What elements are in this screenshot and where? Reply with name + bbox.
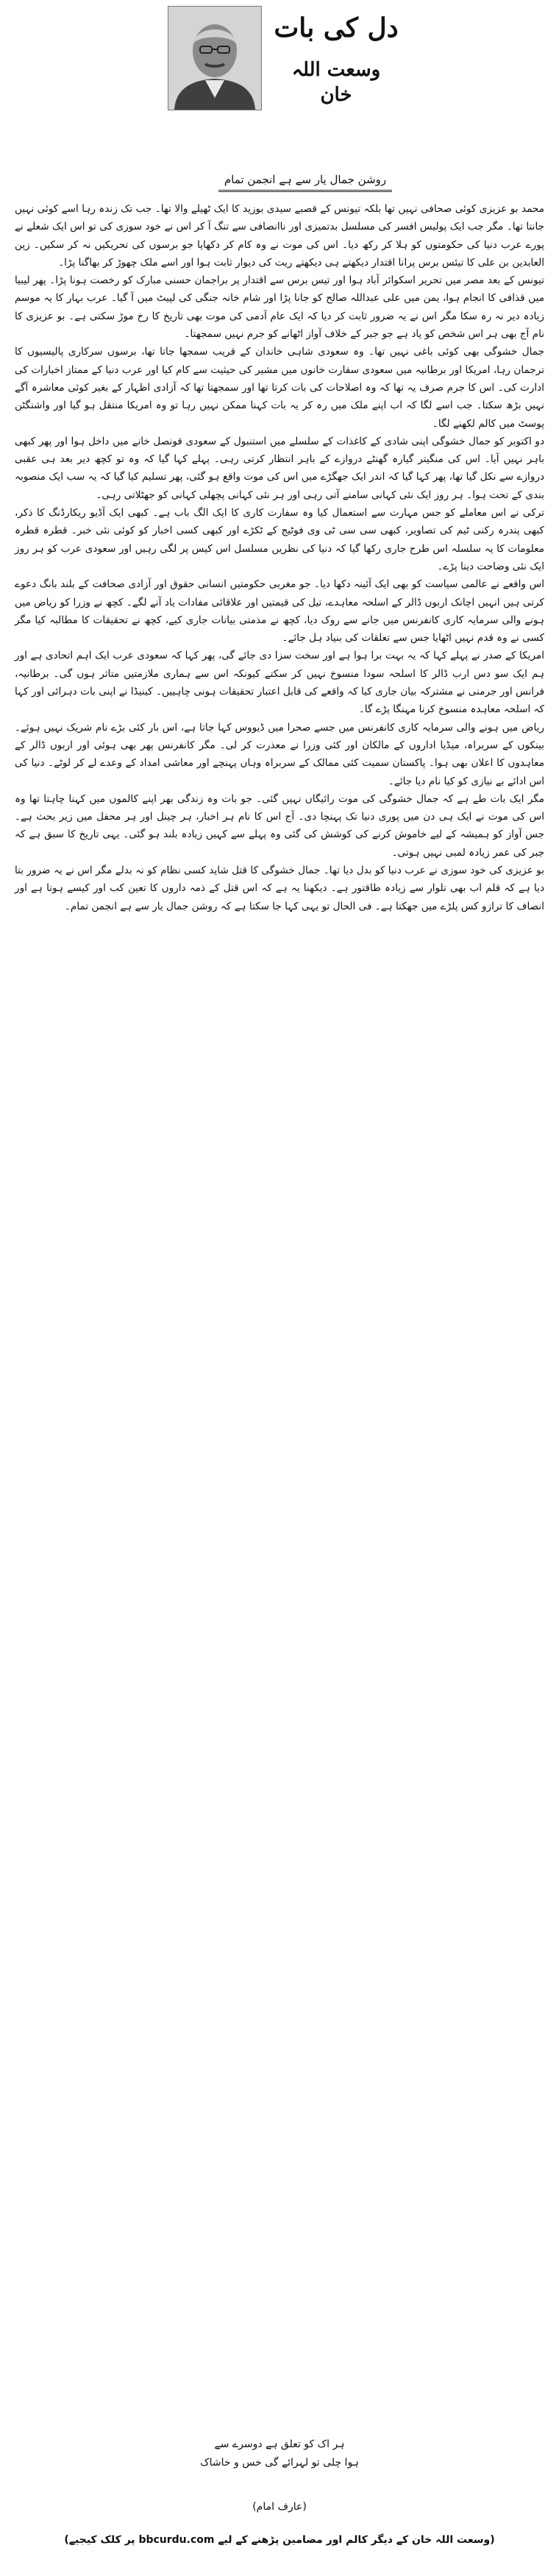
- bbc-urdu-link[interactable]: bbcurdu.com: [138, 2534, 215, 2546]
- footer-note: [15, 2531, 544, 2549]
- footer-text: (وسعت اللہ خان کے دیگر کالم اور مضامین پڑھنے کے لیے: [218, 2534, 495, 2546]
- column-header: [15, 0, 544, 151]
- author-name: وسعت اللہ خان: [291, 59, 381, 106]
- paragraph: ترکی نے اس معاملے کو جس مہارت سے استعمال کیا وہ سفارت کاری کا ایک الگ باب ہے۔ کبھی ایک آڈیو ریکارڈنگ کا ذکر، کبھی پندرہ رکنی ٹیم کی تصاویر، کبھی سی سی ٹی وی فوٹیج کے ٹکڑے اور کبھی کسی اخبار کو کوئی نئی خبر۔ قطرہ قطرہ معلومات کا یہ سلسلہ اس طرح جاری رکھا گیا کہ دنیا کی نظریں مسلسل اس کیس پر لگی رہیں اور سعودی عرب کو ہر روز ایک نئی وضاحت دینا پڑے۔: [15, 507, 544, 572]
- poem-line: ہوا چلی تو لہرائے گی خس و خاشاک: [200, 2457, 359, 2469]
- headline-container: [184, 171, 427, 192]
- column-title: دل کی بات: [274, 13, 399, 43]
- paragraph: اس واقعے نے عالمی سیاست کو بھی ایک آئینہ دکھا دیا۔ جو مغربی حکومتیں انسانی حقوق اور آزادی صحافت کے بلند بانگ دعوے کرتی ہیں انہیں اچانک اربوں ڈالر کے اسلحہ معاہدے، تیل کی قیمتیں اور علاقائی مفادات یاد آنے لگے۔ کچھ نے وزرا کو ریاض میں ہونے والی سرمایہ کاری کانفرنس میں جانے سے روک دیا، کچھ نے مذمتی بیانات جاری کیے، کچھ نے تحقیقات کا مطالبہ کیا مگر کسی نے وہ قدم نہیں اٹھایا جس سے تعلقات کی بنیاد ہل جائے۔: [15, 578, 544, 645]
- article-headline: روشن جمال یار سے ہے انجمن تمام: [218, 171, 392, 192]
- paragraph: محمد بو عزیزی کوئی صحافی نہیں تھا بلکہ تیونس کے قصبے سیدی بوزید کا ایک ٹھیلے والا تھا۔ جب تک زندہ رہا اسے کوئی نہیں جانتا تھا۔ مگر جب ایک پولیس افسر کی مسلسل بدتمیزی اور ناانصافی سے تنگ آ کر اس نے خود سوزی کی تو اس ایک شعلے نے پورے عرب دنیا کی حکومتوں کو ہلا کر رکھ دیا۔ اس کی موت نے وہ کام کر دکھایا جو برسوں کی تحریکیں نہ کر سکیں۔ زین العابدین بن علی کا تیئس برس پرانا اقتدار دیکھتے ہی دیکھتے ریت کی دیوار ثابت ہوا اور اسے ملک چھوڑ کر بھاگنا پڑا۔: [15, 203, 544, 269]
- paragraph: امریکا کے صدر نے پہلے کہا کہ یہ بہت برا ہوا ہے اور سخت سزا دی جائے گی، پھر کہا کہ سعودی عرب ایک اہم اتحادی ہے اور ہم ایک سو دس ارب ڈالر کا اسلحہ سودا منسوخ نہیں کر سکتے کیونکہ اس سے ہماری ملازمتیں متاثر ہوں گی۔ برطانیہ، فرانس اور جرمنی نے مشترکہ بیان جاری کیا کہ واقعے کی قابل اعتبار تحقیقات ہونی چاہییں۔ کینیڈا نے اپنی بات دہرائی اور کہا کہ اسلحہ معاہدہ منسوخ کرنا مہنگا پڑے گا۔: [15, 650, 544, 716]
- paragraph: دو اکتوبر کو جمال خشوگی اپنی شادی کے کاغذات کے سلسلے میں استنبول کے سعودی قونصل خانے میں داخل ہوا اور پھر کبھی باہر نہیں آیا۔ اس کی منگیتر گیارہ گھنٹے دروازے کے باہر انتظار کرتی رہی۔ پہلے کہا گیا کہ وہ تو کچھ دیر بعد ہی عقبی دروازے سے نکل گیا تھا، پھر کہا گیا کہ اندر ایک جھگڑے میں اس کی موت واقع ہو گئی، پھر تسلیم کیا گیا کہ یہ سب ایک منصوبہ بندی کے تحت ہوا۔ ہر روز ایک نئی کہانی سامنے آتی رہی اور ہر نئی کہانی پچھلی کہانی کو جھٹلاتی رہی۔: [15, 435, 544, 501]
- poem-line: ہر اک کو تعلق ہے دوسرے سے: [214, 2438, 345, 2450]
- footer-suffix: پر کلک کیجیے): [64, 2534, 135, 2546]
- author-photo: [168, 6, 262, 110]
- closing-poem: [74, 2435, 485, 2472]
- paragraph: جمال خشوگی بھی کوئی باغی نہیں تھا۔ وہ سعودی شاہی خاندان کے قریب سمجھا جاتا تھا، برسوں سرکاری پالیسیوں کا ترجمان رہا، امریکا اور برطانیہ میں سعودی سفارت خانوں میں مشیر کی حیثیت سے کام کیا اور عرب دنیا کے ممتاز اخبارات کی ادارت کی۔ اس کا جرم صرف یہ تھا کہ وہ اصلاحات کی بات کرتا تھا اور سمجھتا تھا کہ آزادی اظہار کے بغیر کوئی معاشرہ آگے نہیں بڑھ سکتا۔ جب اسے لگا کہ اب اپنے ملک میں رہ کر یہ بات کہنا ممکن نہیں رہا تو وہ امریکا منتقل ہو گیا اور واشنگٹن پوسٹ میں کالم لکھنے لگا۔: [15, 346, 544, 430]
- poet-credit: (عارف امام): [252, 2501, 307, 2513]
- paragraph: بو عزیزی کی خود سوزی نے عرب دنیا کو بدل دیا تھا۔ جمال خشوگی کا قتل شاید کسی نظام کو نہ بدلے مگر اس نے یہ ضرور بتا دیا ہے کہ قلم اب بھی تلوار سے زیادہ طاقتور ہے۔ دیکھنا یہ ہے کہ اس قتل کے ذمہ داروں کا تعین کب اور کیسے ہوتا ہے اور انصاف کا ترازو کس پلڑے میں جھکتا ہے۔ فی الحال تو یہی کہا جا سکتا ہے کہ روشن جمال یار سے ہے انجمن تمام۔: [15, 864, 544, 912]
- article-body: [15, 200, 544, 915]
- paragraph: تیونس کے بعد مصر میں تحریر اسکوائر آباد ہوا اور تیس برس سے اقتدار پر براجمان حسنی مبارک کو رخصت ہونا پڑا۔ پھر لیبیا میں قذافی کا انجام ہوا، یمن میں علی عبداللہ صالح کو جانا پڑا اور شام خانہ جنگی کی لپیٹ میں آ گیا۔ عرب بہار کا یہ موسم زیادہ دیر نہ رہ سکا مگر اس نے یہ ضرور ثابت کر دیا کہ ایک عام آدمی کی موت بھی تاریخ کا رخ موڑ سکتی ہے۔ بو عزیزی کا نام آج بھی ہر اس شخص کو یاد ہے جو جبر کے خلاف آواز اٹھانے کو جرم نہیں سمجھتا۔: [15, 274, 544, 341]
- author-portrait-icon: [168, 7, 261, 110]
- paragraph: مگر ایک بات طے ہے کہ جمال خشوگی کی موت رائیگاں نہیں گئی۔ جو بات وہ زندگی بھر اپنے کالموں میں کہنا چاہتا تھا وہ اس کی موت نے ایک ہی دن میں پوری دنیا تک پہنچا دی۔ آج اس کا نام ہر اخبار، ہر چینل اور ہر محفل میں زیر بحث ہے۔ جس آواز کو ہمیشہ کے لیے خاموش کرنے کی کوشش کی گئی وہ پہلے سے کہیں زیادہ بلند ہو گئی۔ یہی تاریخ کا سبق ہے کہ جبر کی عمر زیادہ لمبی نہیں ہوتی۔: [15, 792, 544, 859]
- paragraph: ریاض میں ہونے والی سرمایہ کاری کانفرنس میں جسے صحرا میں ڈیووس کہا جاتا ہے، اس بار کئی بڑے نام شریک نہیں ہوئے۔ بینکوں کے سربراہ، میڈیا اداروں کے مالکان اور کئی وزرا نے معذرت کر لی۔ مگر کانفرنس پھر بھی ہوئی اور اربوں ڈالر کے معاہدوں کا اعلان بھی ہوا۔ پاکستان سمیت کئی ممالک کے سربراہ وہاں پہنچے اور معاشی امداد کے وعدے لے کر لوٹے۔ دنیا کی اس ادائے بے نیازی کو کیا نام دیا جائے۔: [15, 721, 544, 787]
